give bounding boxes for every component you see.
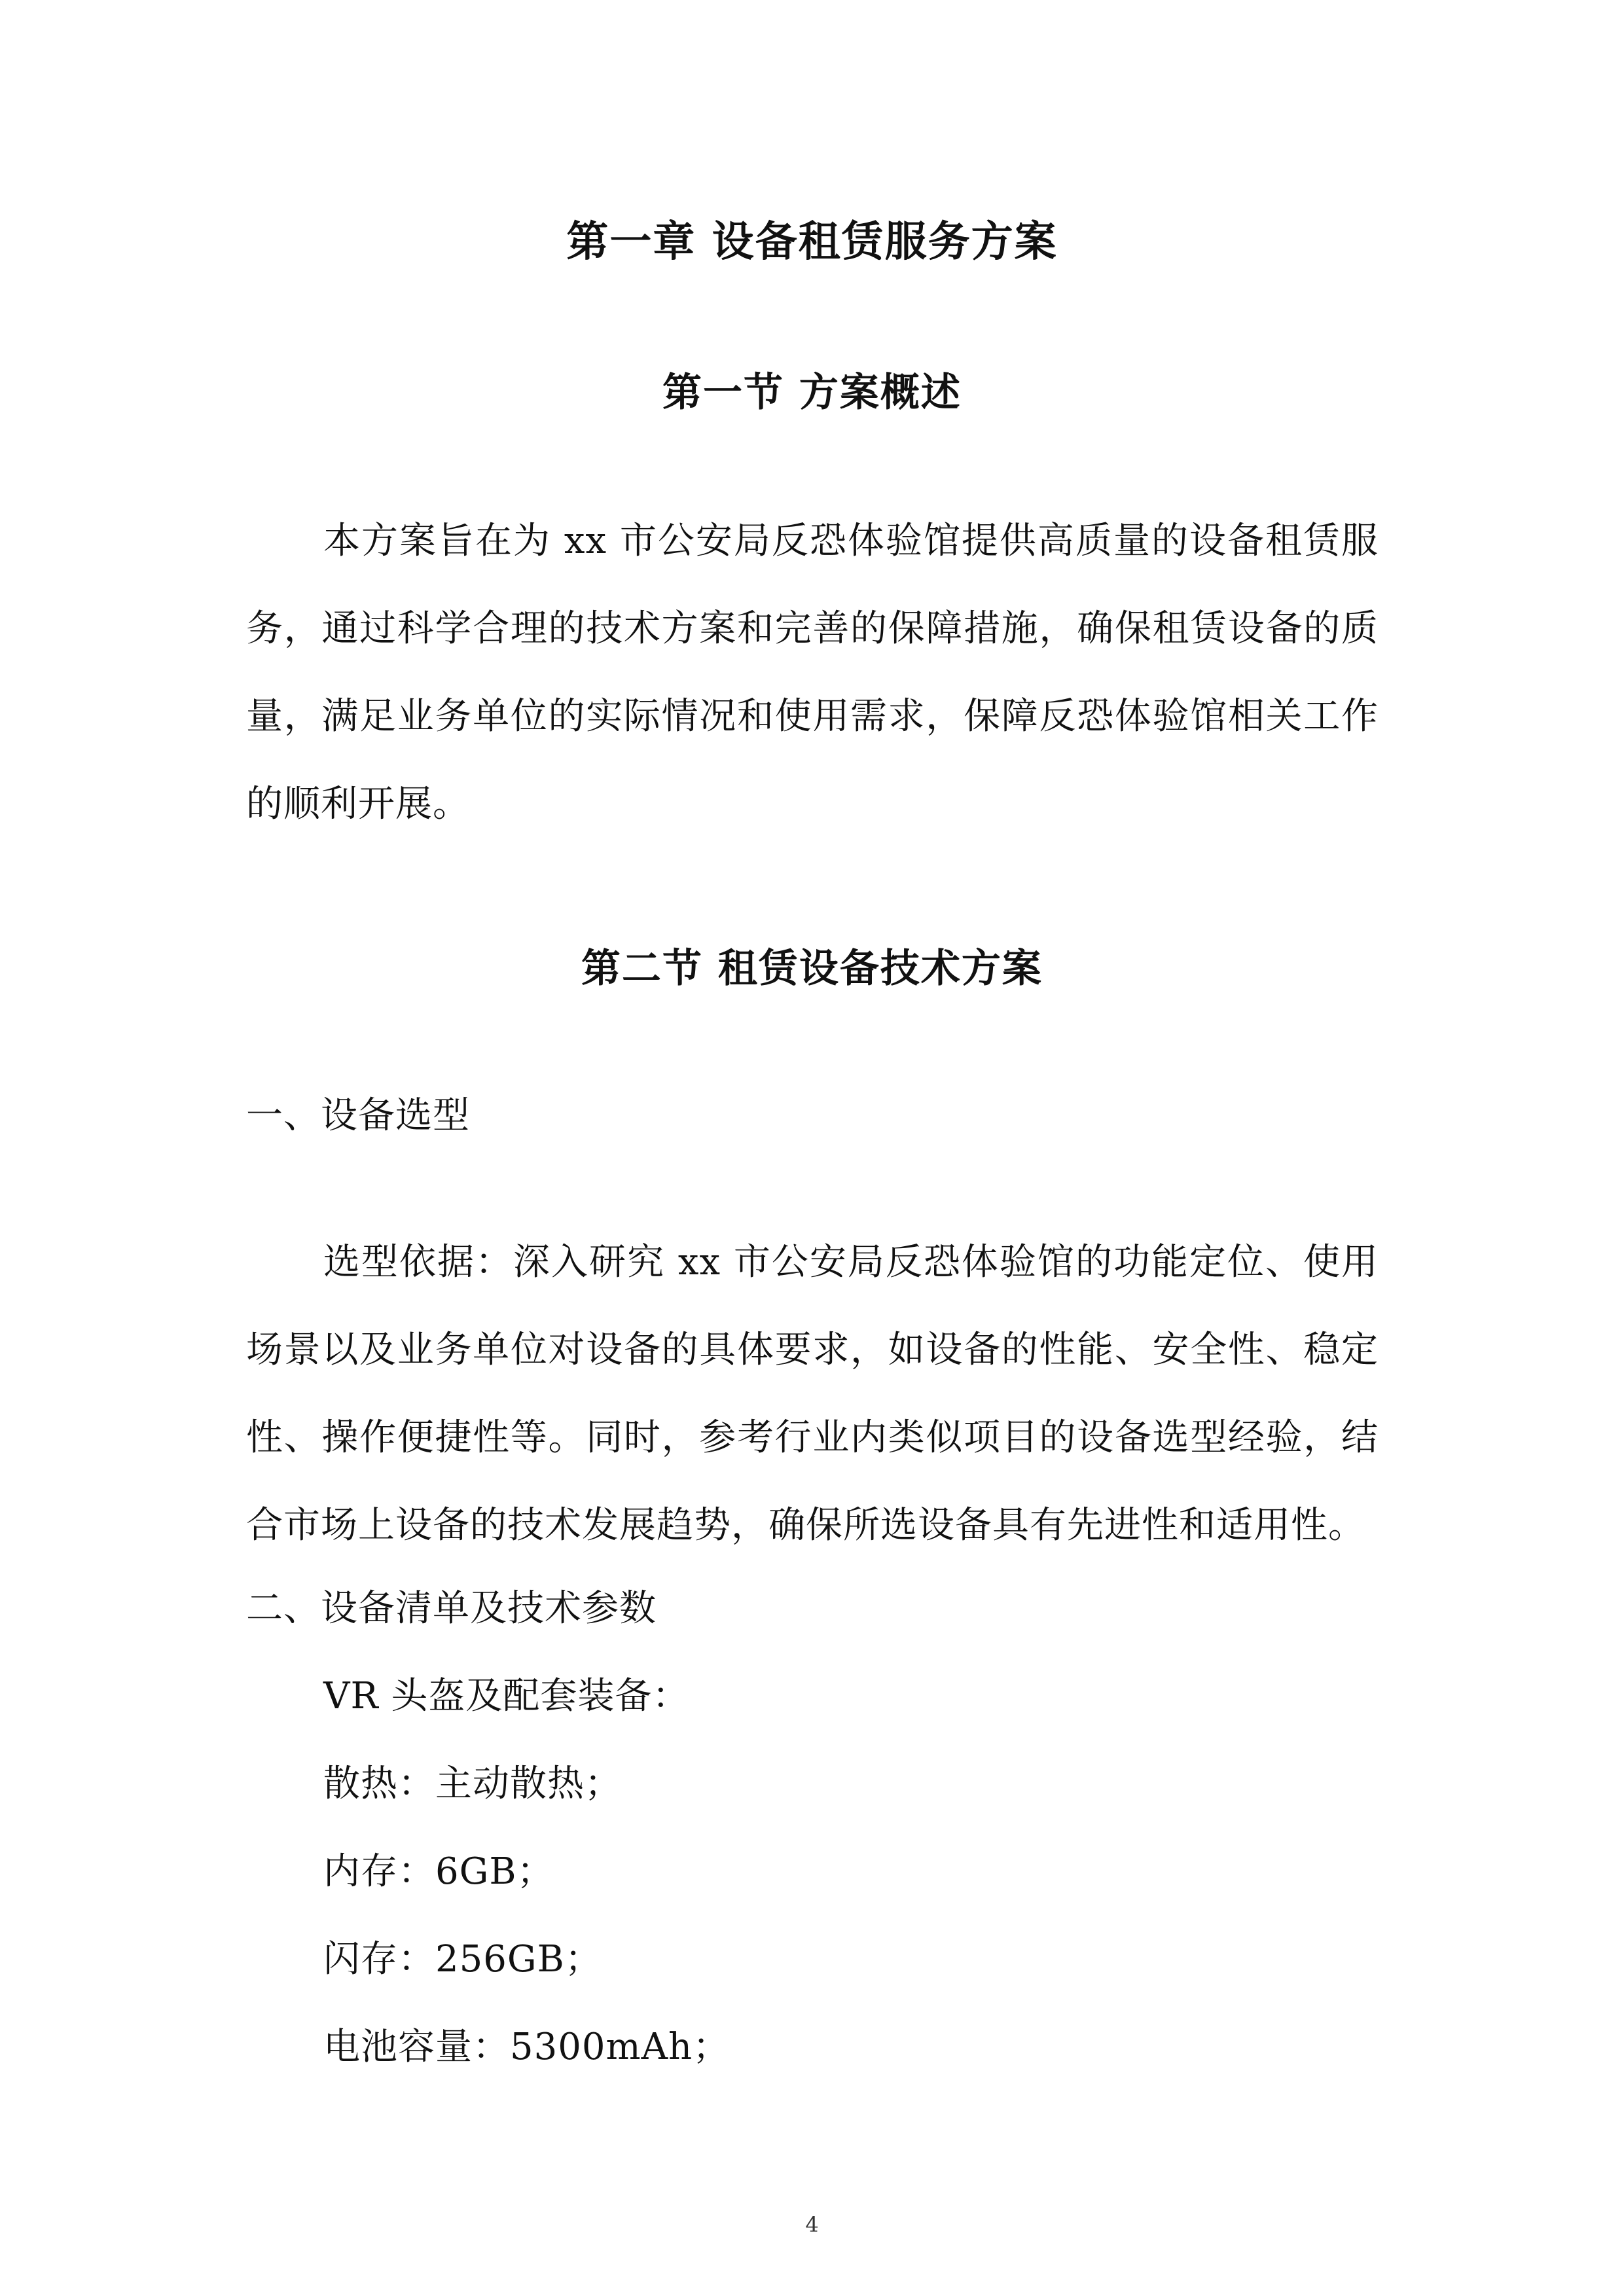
selection-basis-paragraph: 选型依据：深入研究 xx 市公安局反恐体验馆的功能定位、使用场景以及业务单位对设备的具体要求，如设备的性能、安全性、稳定性、操作便捷性等。同时，参考行业内类似项目的设备选型经验，结合市场上设备的技术发展趋势，确保所选设备具有先进性和适用性。 xyxy=(246,1241,1379,1547)
spec-cooling: 散热：主动散热； xyxy=(323,1763,622,1805)
chapter-title: 第一章 设备租赁服务方案 xyxy=(566,218,1058,266)
subsection-equipment-selection-heading: 一、设备选型 xyxy=(246,1094,470,1137)
spec-storage: 闪存：256GB； xyxy=(323,1938,602,1981)
spec-battery: 电池容量：5300mAh； xyxy=(323,2026,731,2068)
spec-memory: 内存：6GB； xyxy=(323,1850,554,1893)
page-number: 4 xyxy=(805,2212,819,2237)
subsection-equipment-list-heading: 二、设备清单及技术参数 xyxy=(246,1587,657,1630)
section-1-title: 第一节 方案概述 xyxy=(662,370,962,416)
equipment-name: VR 头盔及配套装备： xyxy=(323,1675,690,1717)
section-2-title: 第二节 租赁设备技术方案 xyxy=(581,946,1043,992)
section-1-paragraph: 本方案旨在为 xx 市公安局反恐体验馆提供高质量的设备租赁服务，通过科学合理的技术方案和完善的保障措施，确保租赁设备的质量，满足业务单位的实际情况和使用需求，保障反恐体验馆相关工作的顺利开展。 xyxy=(246,520,1379,825)
